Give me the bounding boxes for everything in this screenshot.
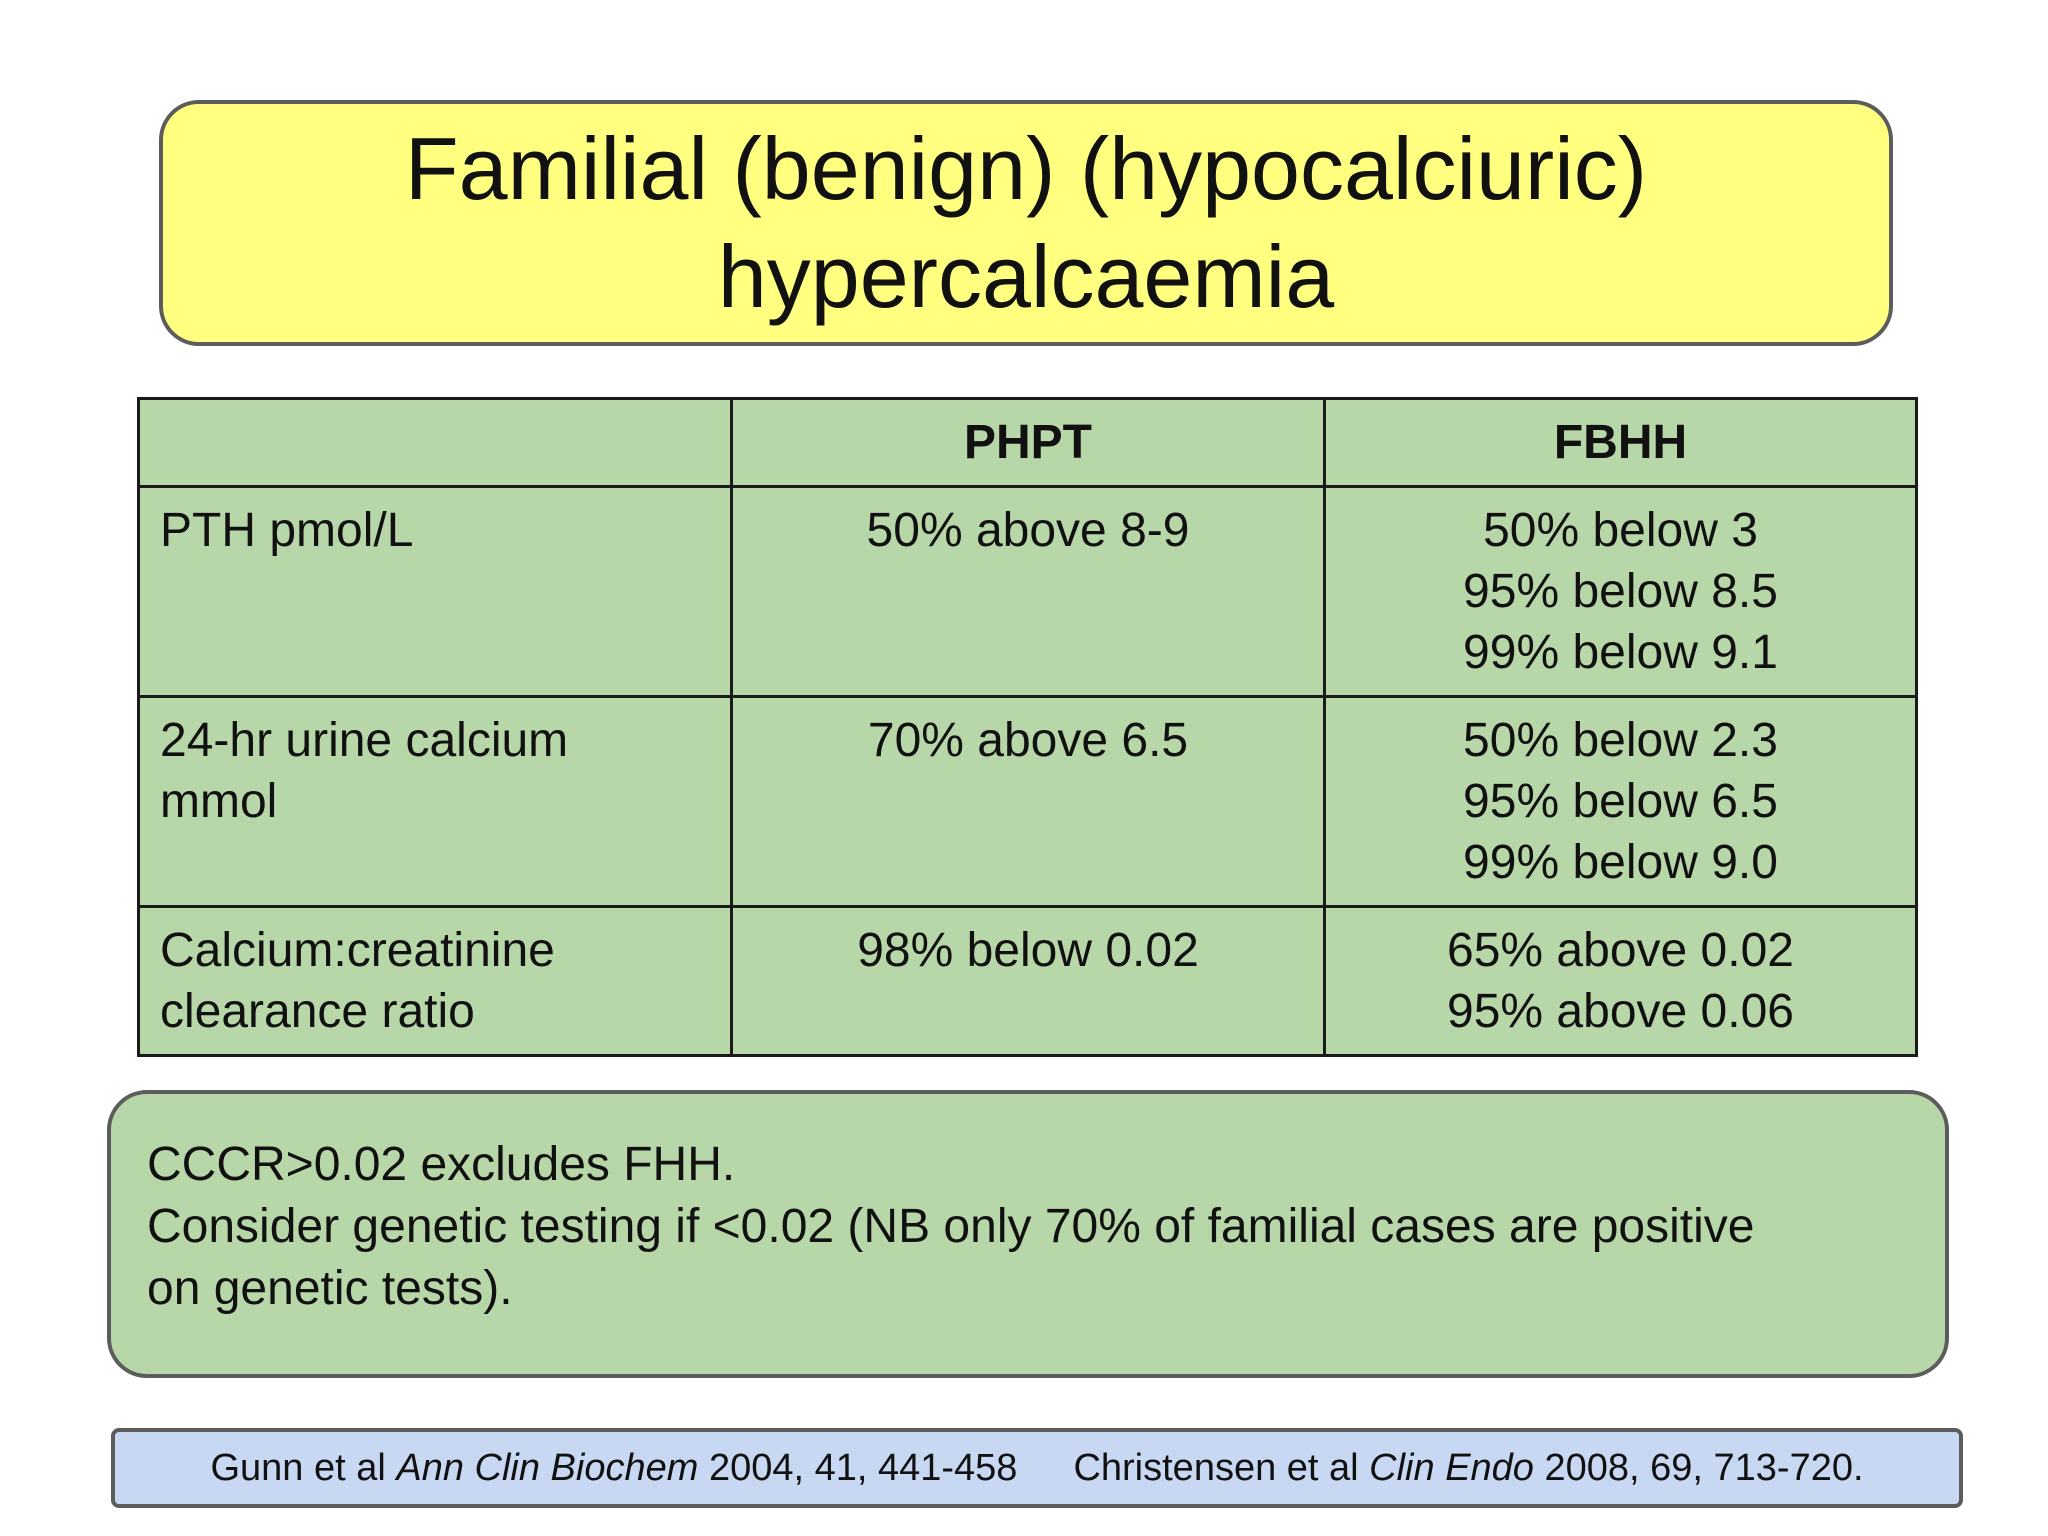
- cell-line: mmol: [160, 775, 278, 828]
- cell-line: 50% below 2.3: [1463, 714, 1778, 767]
- note-line: CCCR>0.02 excludes FHH.: [147, 1138, 736, 1191]
- references-box: [111, 1428, 1963, 1508]
- cell-fbhh-clearance-ratio: [1325, 907, 1917, 1056]
- cell-phpt-clearance-ratio: [732, 907, 1325, 1056]
- cell-phpt-urine-calcium: [732, 697, 1325, 907]
- cell-line: 95% below 8.5: [1463, 565, 1778, 618]
- table-row: [139, 697, 1917, 907]
- cell-line: 50% below 3: [1483, 504, 1758, 557]
- reference-authors: Christensen et al: [1073, 1446, 1370, 1489]
- reference-authors: Gunn et al: [210, 1446, 397, 1489]
- note-box: [107, 1090, 1949, 1378]
- slide-title-line-1: Familial (benign) (hypocalciuric): [404, 119, 1648, 218]
- reference-journal: Clin Endo: [1369, 1446, 1534, 1489]
- cell-line: 24-hr urine calcium: [160, 714, 569, 767]
- row-label-urine-calcium: [139, 697, 732, 907]
- reference-details: 2004, 41, 441-458: [698, 1446, 1018, 1489]
- cell-line: Calcium:creatinine: [160, 924, 555, 977]
- cell-line: 99% below 9.0: [1463, 836, 1778, 889]
- cell-line: 99% below 9.1: [1463, 626, 1778, 679]
- slide-title-box: [159, 100, 1893, 346]
- cell-line: 50% above 8-9: [866, 504, 1190, 557]
- cell-line: 98% below 0.02: [857, 924, 1199, 977]
- table-header-fbhh: FBHH: [1325, 399, 1917, 487]
- reference-journal: Ann Clin Biochem: [396, 1446, 699, 1489]
- table-header-phpt: PHPT: [732, 399, 1325, 487]
- cell-line: 70% above 6.5: [867, 714, 1189, 767]
- comparison-table: [137, 397, 1918, 1057]
- cell-line: 95% above 0.06: [1447, 985, 1794, 1038]
- table-row: [139, 907, 1917, 1056]
- note-line: Consider genetic testing if <0.02 (NB only 70% of familial cases are positive: [147, 1200, 1755, 1253]
- reference-details: 2008, 69, 713-720.: [1533, 1446, 1864, 1489]
- slide-title-line-2: hypercalcaemia: [717, 227, 1335, 326]
- table-row: [139, 487, 1917, 697]
- reference-gunn: [210, 1447, 1017, 1490]
- table-header-empty: [139, 399, 732, 487]
- table-header-row: [139, 399, 1917, 487]
- row-label-pth: [139, 487, 732, 697]
- cell-line: 65% above 0.02: [1447, 924, 1794, 977]
- row-label-clearance-ratio: [139, 907, 732, 1056]
- cell-line: 95% below 6.5: [1463, 775, 1778, 828]
- reference-christensen: [1073, 1447, 1863, 1490]
- cell-phpt-pth: [732, 487, 1325, 697]
- note-line: on genetic tests).: [147, 1262, 513, 1315]
- cell-fbhh-pth: [1325, 487, 1917, 697]
- cell-line: PTH pmol/L: [160, 504, 414, 557]
- cell-fbhh-urine-calcium: [1325, 697, 1917, 907]
- cell-line: clearance ratio: [160, 985, 475, 1038]
